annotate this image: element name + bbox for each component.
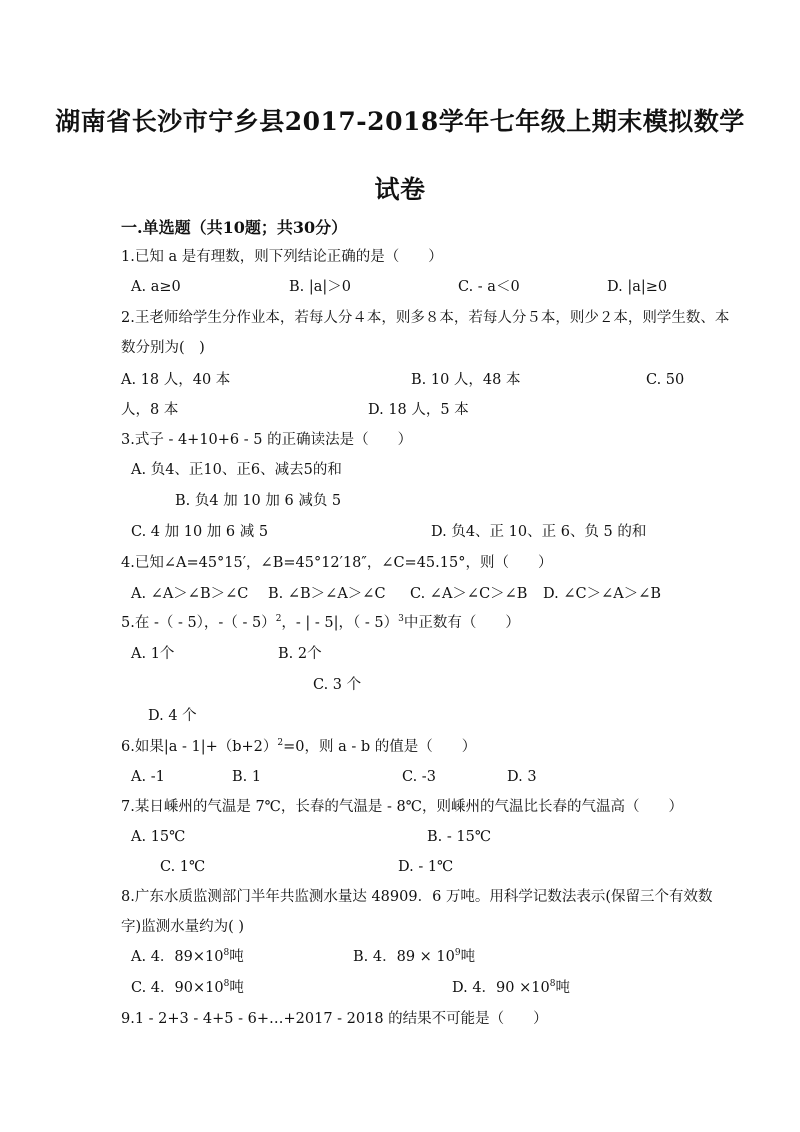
q3-option-d: D. 负4、正 10、正 6、负 5 的和 [431,524,647,540]
q1-option-a: A. a≥0 [131,279,181,295]
q8-option-d [452,979,570,997]
q5-stem [121,614,520,632]
q4-option-c: C. ∠A＞∠C＞∠B [410,586,528,602]
q2-stem-line2: 数分别为( ) [121,340,205,356]
q8-option-a-unit: 吨 [229,949,244,965]
q7-option-c: C. 1℃ [160,859,206,875]
q6-option-b: B. 1 [232,769,262,785]
q1-option-c: C. - a＜0 [458,279,520,295]
q2-option-c-part2: 人，8 本 [121,402,179,418]
q5-option-a: A. 1个 [131,646,175,662]
q8-option-a-exponent: 8 [223,948,230,958]
q8-option-b-unit: 吨 [460,949,476,965]
q4-stem: 4.已知∠A=45°15′，∠B=45°12′18″，∠C=45.15°，则（ ） [121,555,553,571]
q8-option-d-base: D. 4．90 ×10 [452,980,550,996]
q5-option-c: C. 3 个 [313,677,362,693]
q6-stem [121,738,476,756]
q2-option-d: D. 18 人，5 本 [368,402,469,418]
q5-exponent-2: 3 [398,614,404,624]
q8-option-c-unit: 吨 [229,980,244,996]
q8-option-a [131,948,244,966]
q3-option-a: A. 负4、正10、正6、减去5的和 [131,462,342,478]
q5-stem-part3: 中正数有（ ） [403,615,520,631]
q2-option-b: B. 10 人，48 本 [411,372,521,388]
q8-option-a-base: A. 4．89×10 [131,949,224,965]
q3-stem: 3.式子 - 4+10+6 - 5 的正确读法是（ ） [121,432,413,448]
q1-stem: 1.已知 a 是有理数，则下列结论正确的是（ ） [121,249,443,265]
q3-option-c: C. 4 加 10 加 6 减 5 [131,524,269,540]
q4-option-b: B. ∠B＞∠A＞∠C [268,586,386,602]
q4-option-a: A. ∠A＞∠B＞∠C [131,586,249,602]
q6-exponent: 2 [277,738,284,748]
q8-option-c-exponent: 8 [223,979,230,989]
q8-option-c-base: C. 4．90×10 [131,980,224,996]
q1-option-d: D. |a|≥0 [607,279,668,295]
q2-option-c-part1: C. 50 [646,372,685,388]
q2-option-a: A. 18 人，40 本 [121,372,231,388]
q7-option-b: B. - 15℃ [427,829,492,845]
q8-stem-line1: 8.广东水质监测部门半年共监测水量达 48909．6 万吨。用科学记数法表示(保留三个有效数 [121,889,713,905]
section-heading: 一.单选题（共10题；共30分） [121,218,348,237]
q7-option-a: A. 15℃ [131,829,186,845]
q8-stem-line2: 字)监测水量约为( ) [121,919,245,935]
q6-option-d: D. 3 [507,769,537,785]
q6-option-c: C. -3 [402,769,436,785]
q8-option-b [353,948,475,966]
q5-option-d: D. 4 个 [148,708,197,724]
q8-option-d-exponent: 8 [549,979,556,989]
q5-stem-part1: 5.在 -（ - 5），-（ - 5） [121,615,276,631]
q8-option-b-base: B. 4．89 × 10 [353,949,455,965]
q3-option-b: B. 负4 加 10 加 6 减负 5 [175,493,342,509]
q7-stem: 7.某日嵊州的气温是 7℃，长春的气温是 - 8℃，则嵊州的气温比长春的气温高（ ） [121,799,683,815]
q1-option-b: B. |a|＞0 [289,279,352,295]
q8-option-b-exponent: 9 [454,948,461,958]
q5-exponent-1: 2 [275,614,282,624]
q6-stem-part2: =0，则 a - b 的值是（ ） [283,739,477,755]
q5-option-b: B. 2个 [278,646,322,662]
q7-option-d: D. - 1℃ [398,859,454,875]
q8-option-d-unit: 吨 [555,980,570,996]
q8-option-c [131,979,244,997]
q4-option-d: D. ∠C＞∠A＞∠B [543,586,661,602]
q2-stem-line1: 2.王老师给学生分作业本，若每人分４本，则多８本，若每人分５本，则少２本，则学生数、本 [121,310,730,326]
q5-stem-part2: ，- | - 5|，（ - 5） [281,615,399,631]
q6-option-a: A. -1 [131,769,165,785]
exam-title-line2: 试卷 [374,175,426,204]
q6-stem-part1: 6.如果|a - 1|+（b+2） [121,739,278,755]
exam-title-line1: 湖南省长沙市宁乡县2017-2018学年七年级上期末模拟数学 [55,107,745,136]
q9-stem: 9.1 - 2+3 - 4+5 - 6+…+2017 - 2018 的结果不可能是（ ） [121,1011,548,1027]
